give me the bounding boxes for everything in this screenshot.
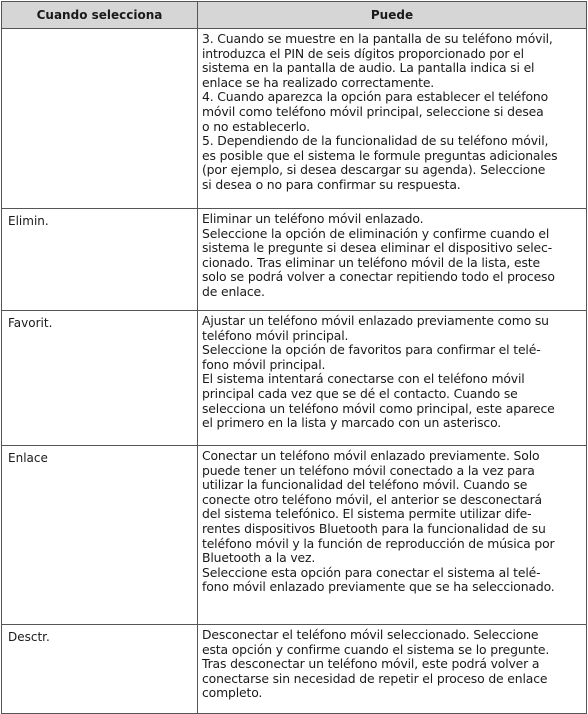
- description-line: Seleccione la opción de favoritos para confirmar el telé-: [202, 342, 541, 358]
- description-line: solo se podrá volver a conectar repitiendo todo el proceso: [202, 269, 555, 285]
- description-line: 3. Cuando se muestre en la pantalla de su teléfono móvil,: [202, 31, 553, 46]
- description-line: enlace se ha realizado correctamente.: [202, 74, 435, 90]
- table-row: [2, 209, 587, 311]
- table-row: [2, 625, 587, 714]
- description-line: Eliminar un teléfono móvil enlazado.: [202, 211, 424, 226]
- description-line: Seleccione esta opción para conectar el sistema al telé-: [202, 564, 541, 580]
- description-line: Desconectar el teléfono móvil seleccionado. Seleccione: [202, 627, 539, 642]
- table-header-row: [2, 2, 587, 29]
- row-description: [198, 311, 587, 446]
- description-line: móvil como teléfono móvil principal, seleccione si desea: [202, 103, 544, 119]
- row-description: [198, 625, 587, 714]
- description-line: fono móvil enlazado previamente que se ha seleccionado.: [202, 579, 555, 595]
- row-key-elimin: Elimin.: [2, 209, 198, 311]
- header-cuando-selecciona: Cuando selecciona: [2, 2, 198, 29]
- description-line: El sistema intentará conectarse con el teléfono móvil: [202, 371, 525, 387]
- description-line: sistema le pregunte si desea eliminar el dispositivo selec-: [202, 240, 553, 256]
- table-row: [2, 29, 587, 209]
- description-line: Conectar un teléfono móvil enlazado previamente. Solo: [202, 448, 540, 463]
- description-line: de enlace.: [202, 283, 265, 299]
- description-line: 4. Cuando aparezca la opción para establecer el teléfono: [202, 89, 549, 105]
- description-line: teléfono móvil principal.: [202, 327, 349, 343]
- description-line: (por ejemplo, si desea descargar su agenda). Seleccione: [202, 162, 546, 178]
- description-line: principal cada vez que se dé el contacto. Cuando se: [202, 385, 518, 401]
- description-line: teléfono móvil y la función de reproducción de música por: [202, 535, 555, 551]
- description-line: sistema en la pantalla de audio. La pantalla indica si el: [202, 60, 535, 76]
- row-description: [198, 209, 587, 311]
- description-line: es posible que el sistema le formule preguntas adicionales: [202, 147, 558, 163]
- description-line: puede tener un teléfono móvil conectado a la vez para: [202, 462, 535, 478]
- description-line: cionado. Tras eliminar un teléfono móvil de la lista, este: [202, 254, 540, 270]
- description-line: si desea o no para confirmar su respuesta.: [202, 176, 461, 192]
- description-line: el primero en la lista y marcado con un asterisco.: [202, 415, 502, 431]
- table-row: [2, 446, 587, 625]
- description-line: completo.: [202, 685, 263, 701]
- description-line: conectarse sin necesidad de repetir el proceso de enlace: [202, 670, 548, 686]
- header-puede: Puede: [198, 2, 587, 29]
- description-line: rentes dispositivos Bluetooth para la funcionalidad de su: [202, 520, 546, 536]
- row-key-enlace: Enlace: [2, 446, 198, 625]
- row-key: [2, 29, 198, 209]
- options-table-container: [1, 1, 586, 714]
- description-line: Ajustar un teléfono móvil enlazado previamente como su: [202, 313, 549, 328]
- options-table: [1, 1, 587, 714]
- description-line: selecciona un teléfono móvil como principal, este aparece: [202, 400, 555, 416]
- description-line: 5. Dependiendo de la funcionalidad de su teléfono móvil,: [202, 133, 549, 149]
- description-line: o no establecerlo.: [202, 118, 310, 134]
- table-row: [2, 311, 587, 446]
- description-line: introduzca el PIN de seis dígitos proporcionado por el: [202, 45, 524, 61]
- row-key-desctr: Desctr.: [2, 625, 198, 714]
- description-line: del sistema telefónico. El sistema permite utilizar dife-: [202, 506, 532, 522]
- description-line: Seleccione la opción de eliminación y confirme cuando el: [202, 225, 550, 241]
- description-line: Bluetooth a la vez.: [202, 550, 316, 566]
- description-line: fono móvil principal.: [202, 356, 326, 372]
- row-description: [198, 446, 587, 625]
- description-line: utilizar la funcionalidad del teléfono móvil. Cuando se: [202, 477, 528, 493]
- description-line: esta opción y confirme cuando el sistema se lo pregunte.: [202, 641, 550, 657]
- row-description: [198, 29, 587, 209]
- description-line: Tras desconectar un teléfono móvil, este podrá volver a: [202, 656, 540, 672]
- description-line: conecte otro teléfono móvil, el anterior se desconectará: [202, 491, 542, 507]
- row-key-favorit: Favorit.: [2, 311, 198, 446]
